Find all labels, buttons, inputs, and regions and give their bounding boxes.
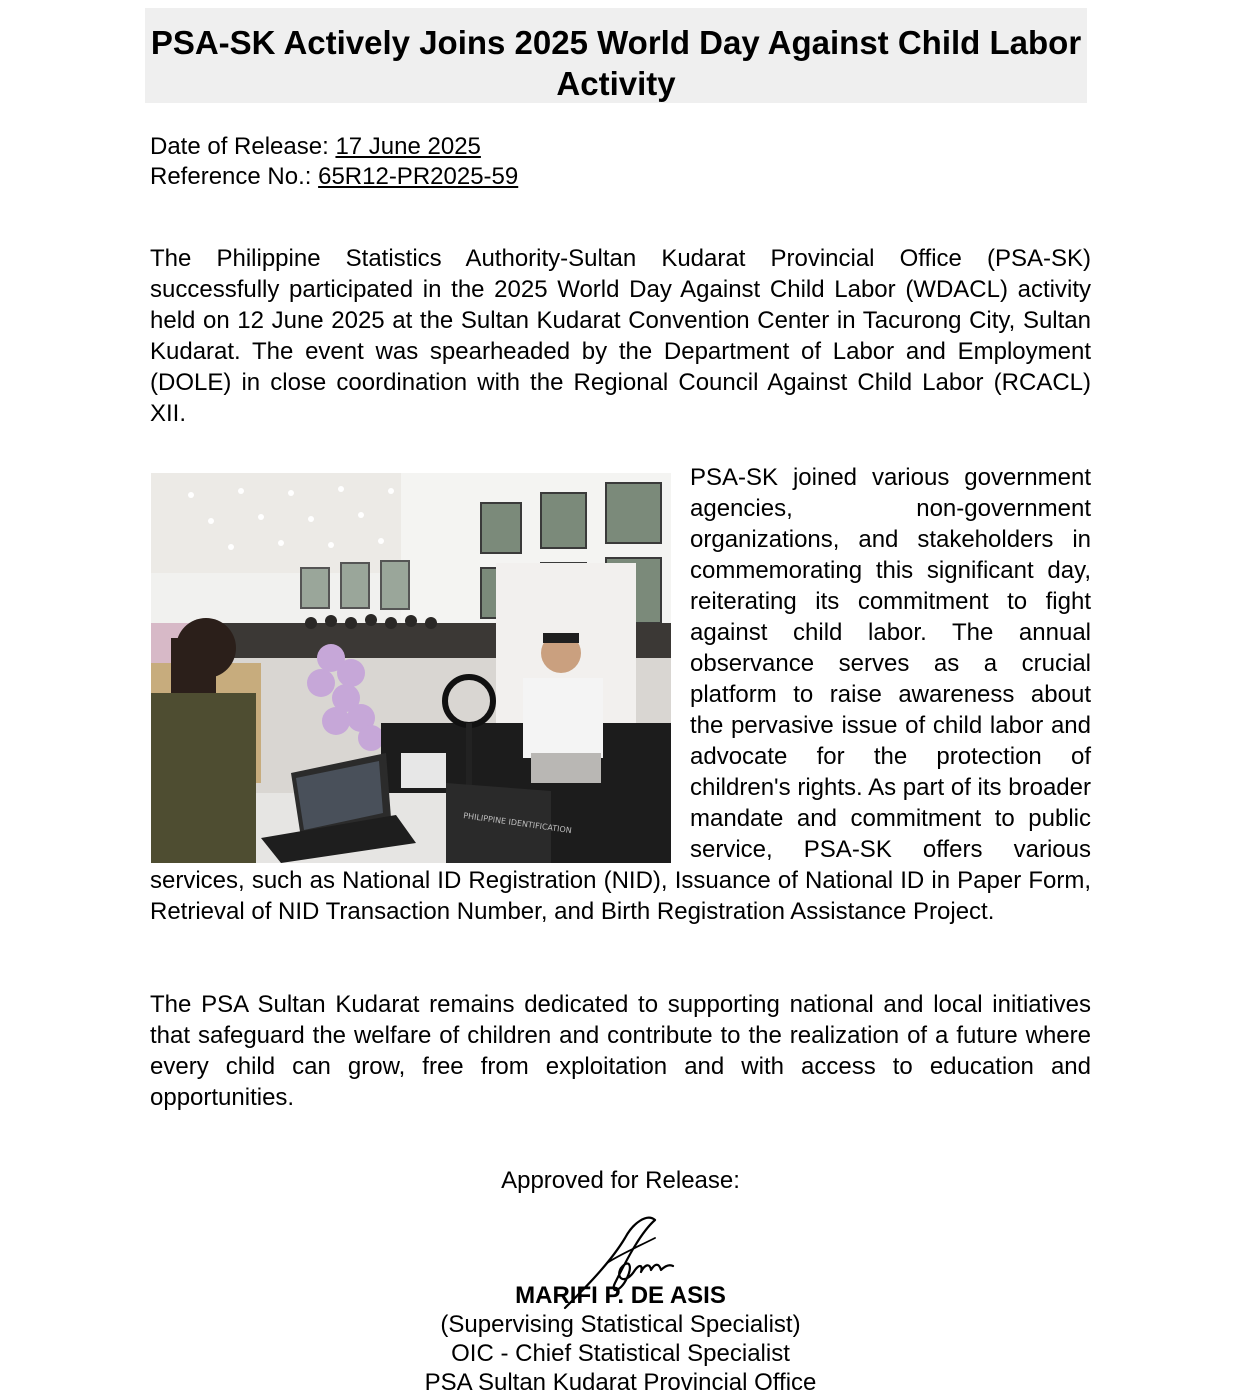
approved-for-release-label: Approved for Release:	[501, 1167, 740, 1194]
release-info	[150, 132, 518, 192]
release-date-label: Date of Release:	[150, 133, 336, 160]
signatory-office: PSA Sultan Kudarat Provincial Office	[424, 1369, 817, 1396]
page-title: PSA-SK Actively Joins 2025 World Day Against Child Labor Activity	[150, 24, 1082, 102]
page-title-banner	[145, 8, 1087, 103]
event-photo	[151, 473, 671, 863]
signatory-block	[0, 1281, 1241, 1397]
body-paragraph-2: PSA-SK joined various government agencies, non-government organizations, and stakeholders in commemorating this significant day, reiterating its commitment to fight against child labor. The annual observance serves as a crucial platform to raise awareness about the pervasive issue of child labor and advocate for the protection of children's rights. As part of its broader mandate and commitment to public service, PSA-SK offers various services, such as National ID Registration (NID), Issuance of National ID in Paper Form, Retrieval of NID Transaction Number, and Birth Registration Assistance Project.	[150, 464, 1091, 925]
laptop-sticker-text: PHILIPPINE IDENTIFICATION	[462, 811, 573, 836]
release-date-value: 17 June 2025	[335, 133, 481, 160]
body-paragraph-3: The PSA Sultan Kudarat remains dedicated to supporting national and local initiatives that safeguard the welfare of children and contribute to the realization of a future where every child can grow, free from exploitation and with access to education and opportunities.	[150, 991, 1091, 1111]
signatory-position-2: OIC - Chief Statistical Specialist	[451, 1340, 790, 1367]
body-paragraph-2-block	[150, 462, 1091, 927]
release-date-row	[150, 132, 518, 162]
reference-number-value: 65R12-PR2025-59	[318, 163, 519, 190]
reference-number-label: Reference No.:	[150, 163, 319, 190]
reference-number-row	[150, 162, 518, 192]
body-paragraph-1: The Philippine Statistics Authority-Sultan Kudarat Provincial Office (PSA-SK) successfully participated in the 2025 World Day Against Child Labor (WDACL) activity held on 12 June 2025 at the Sultan Kudarat Convention Center in Tacurong City, Sultan Kudarat. The event was spearheaded by the Department of Labor and Employment (DOLE) in close coordination with the Regional Council Against Child Labor (RCACL) XII.	[150, 245, 1091, 427]
signatory-name: MARIFI P. DE ASIS	[515, 1282, 726, 1309]
signatory-position-1: (Supervising Statistical Specialist)	[440, 1311, 801, 1338]
